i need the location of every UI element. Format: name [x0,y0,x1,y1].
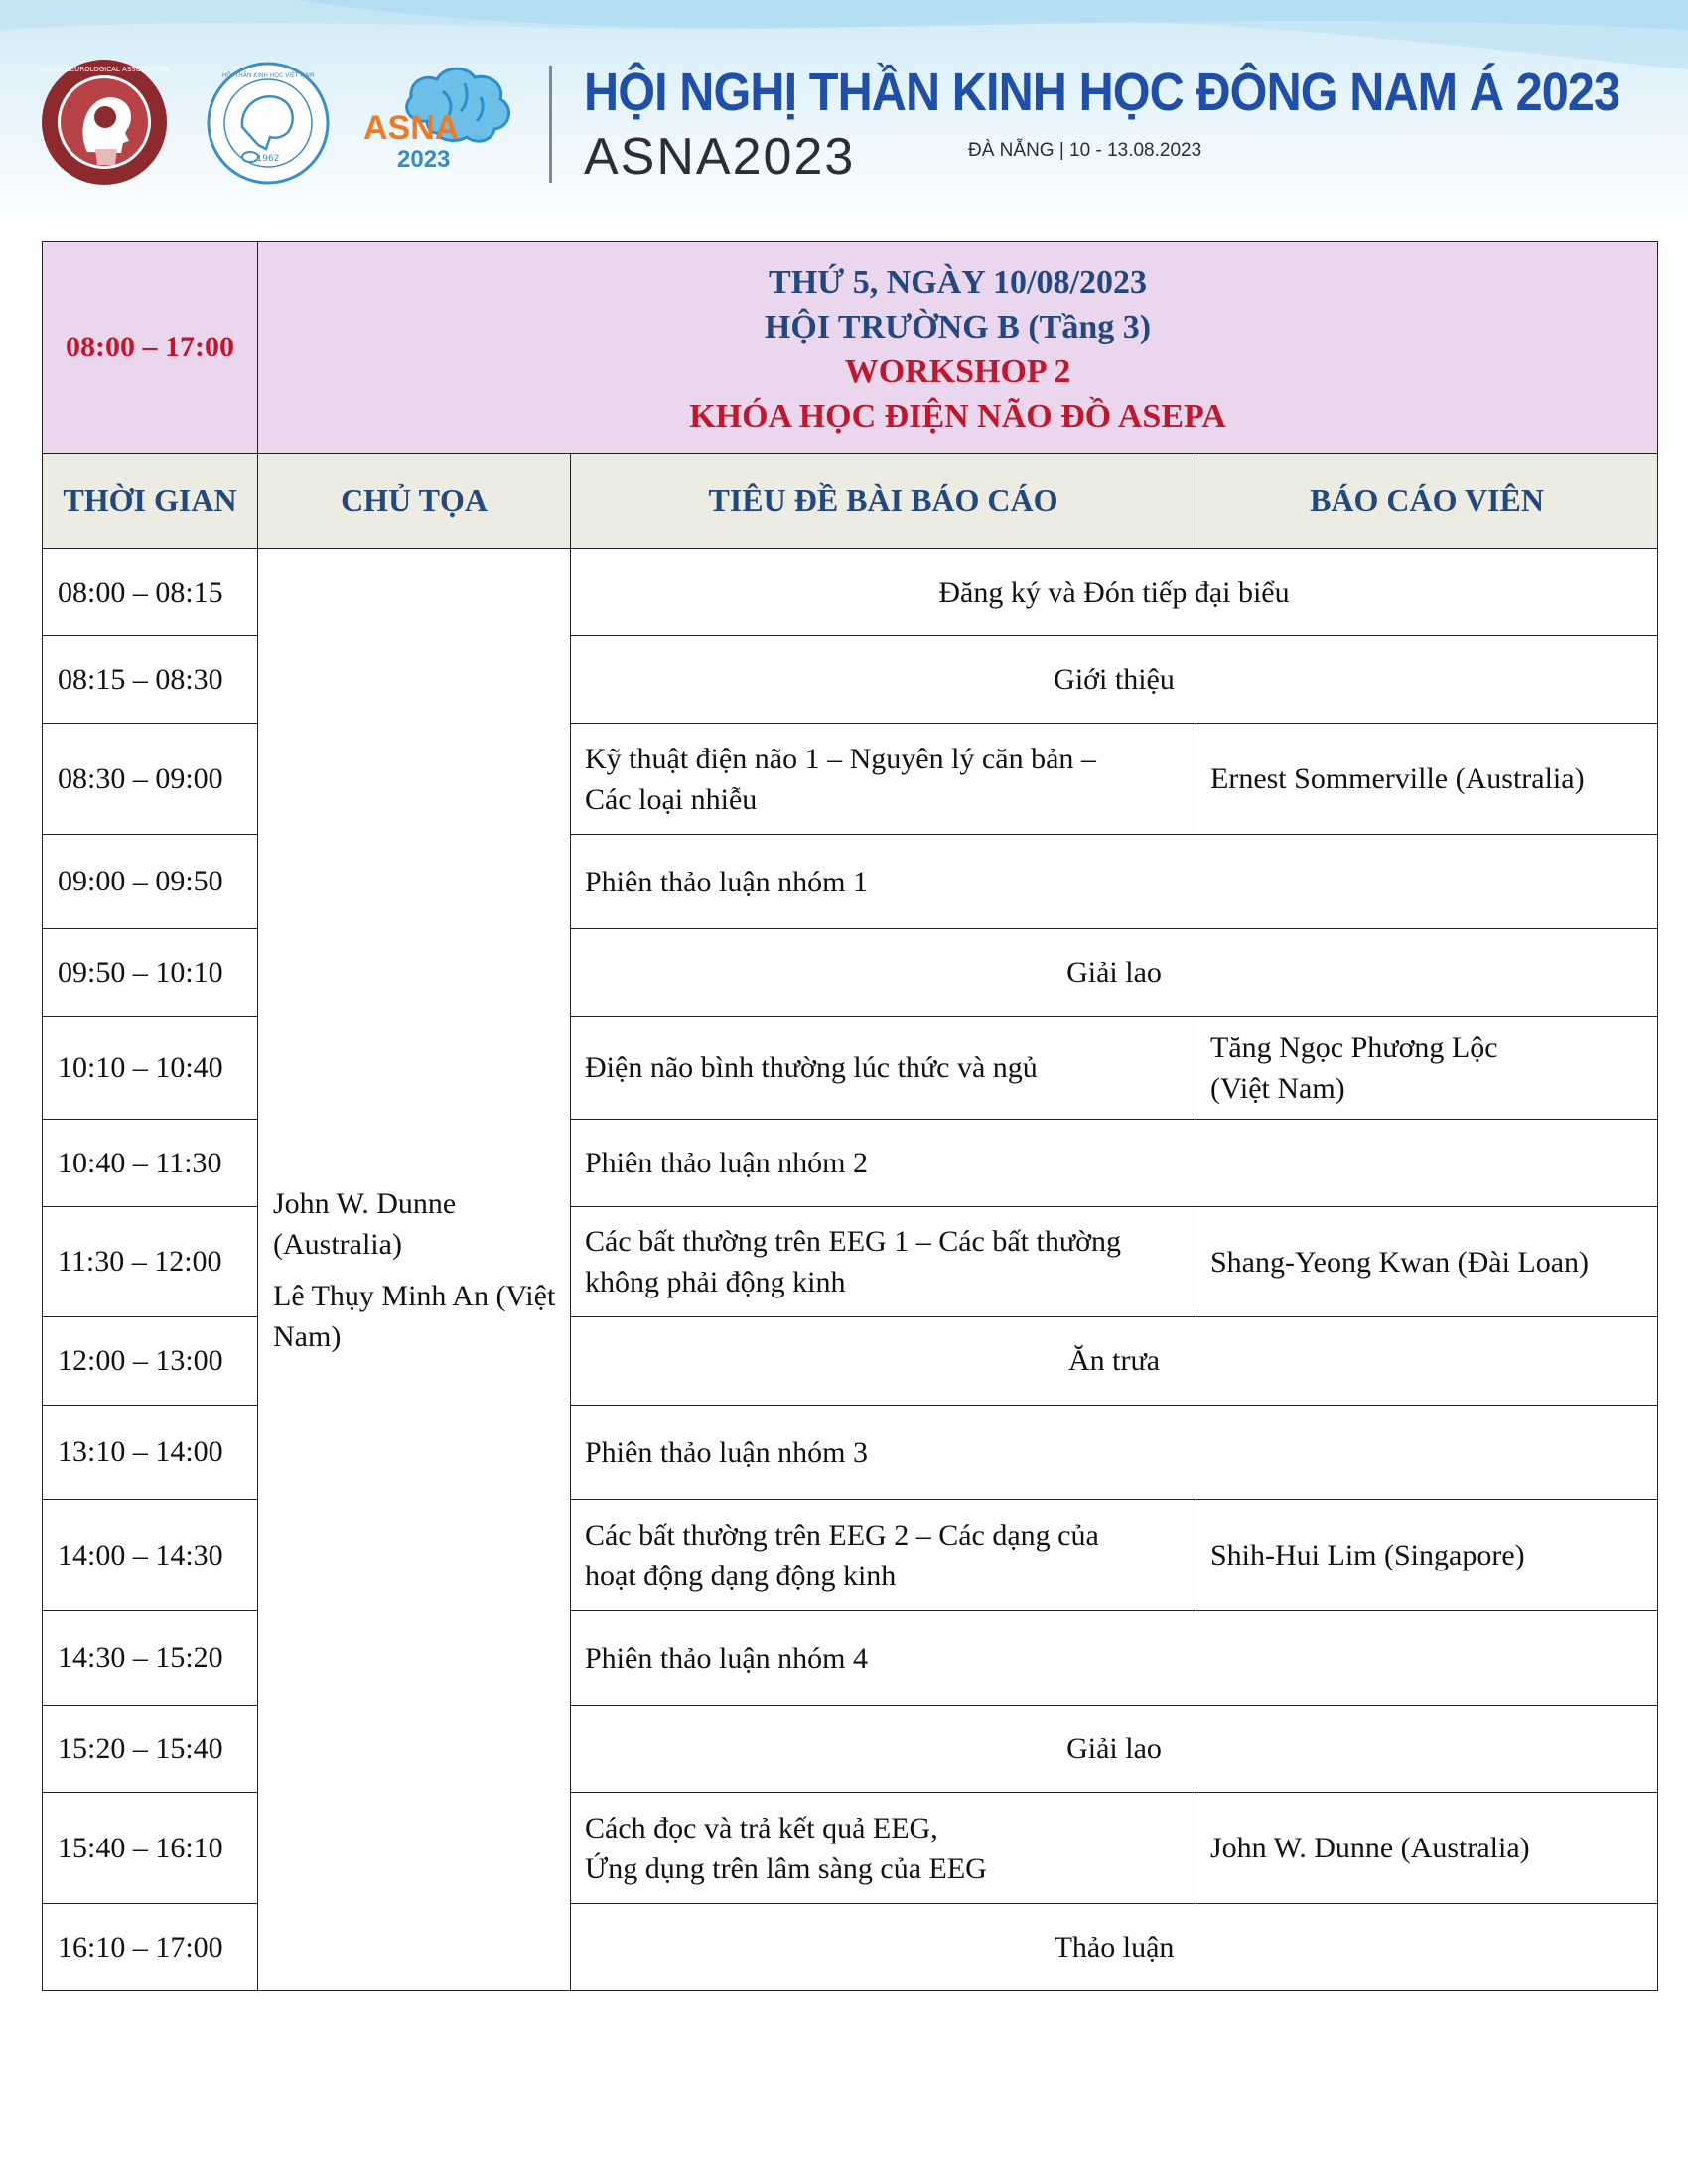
row-time: 14:30 – 15:20 [43,1611,258,1706]
table-row [43,549,1658,636]
column-header-row [43,454,1658,549]
schedule-table [42,241,1658,1991]
row-speaker: Ernest Sommerville (Australia) [1196,724,1658,835]
column-header-title: TIÊU ĐỀ BÀI BÁO CÁO [571,454,1196,549]
row-time: 16:10 – 17:00 [43,1904,258,1991]
asna-2023-logo [357,52,526,191]
row-title: Đăng ký và Đón tiếp đại biểu [571,549,1658,636]
row-title: Thảo luận [571,1904,1658,1991]
row-title-line: hoạt động dạng động kinh [585,1559,897,1592]
asna-logo-word: ASNA [363,109,460,147]
row-speaker: Shang-Yeong Kwan (Đài Loan) [1196,1207,1658,1317]
row-title-line: Cách đọc và trả kết quả EEG, [585,1811,938,1844]
asna-logo-year: 2023 [397,146,451,173]
row-title: Phiên thảo luận nhóm 4 [571,1611,1658,1706]
banner-divider [549,66,552,183]
conference-title: HỘI NGHỊ THẦN KINH HỌC ĐÔNG NAM Á 2023 [584,63,1620,122]
session-workshop: WORKSHOP 2 [844,353,1071,390]
session-time-range: 08:00 – 17:00 [43,242,258,454]
row-title [571,1500,1196,1611]
row-speaker-line: Tăng Ngọc Phương Lộc [1210,1030,1498,1064]
row-title: Giải lao [571,929,1658,1017]
row-title-line: Các bất thường trên EEG 1 – Các bất thường [585,1225,1121,1258]
row-title: Phiên thảo luận nhóm 3 [571,1406,1658,1500]
row-title: Phiên thảo luận nhóm 1 [571,835,1658,929]
session-info [258,242,1658,454]
row-title: Giới thiệu [571,636,1658,724]
row-title-line: Kỹ thuật điện não 1 – Nguyên lý căn bản – [585,742,1096,775]
row-speaker [1196,1017,1658,1120]
row-title-line: Ứng dụng trên lâm sàng của EEG [585,1851,987,1885]
row-title-line: Các bất thường trên EEG 2 – Các dạng của [585,1518,1099,1552]
column-header-speaker: BÁO CÁO VIÊN [1196,454,1658,549]
session-chairs [258,549,571,1991]
row-time: 12:00 – 13:00 [43,1317,258,1406]
row-time: 14:00 – 14:30 [43,1500,258,1611]
row-time: 15:40 – 16:10 [43,1793,258,1904]
row-time: 10:10 – 10:40 [43,1017,258,1120]
row-speaker-line: (Việt Nam) [1210,1071,1345,1105]
session-header-row [43,242,1658,454]
asean-neurological-association-logo [40,58,169,187]
row-time: 10:40 – 11:30 [43,1120,258,1207]
row-title [571,1207,1196,1317]
conference-subtitle: ASNA2023 [584,128,856,186]
row-title: Điện não bình thường lúc thức và ngủ [571,1017,1196,1120]
row-speaker: John W. Dunne (Australia) [1196,1793,1658,1904]
row-time: 09:00 – 09:50 [43,835,258,929]
header-banner [0,0,1688,238]
row-time: 13:10 – 14:00 [43,1406,258,1500]
row-time: 15:20 – 15:40 [43,1706,258,1793]
vn-logo-year: 1962 [256,154,280,164]
row-title: Phiên thảo luận nhóm 2 [571,1120,1658,1207]
session-date: THỨ 5, NGÀY 10/08/2023 [769,264,1147,301]
row-title [571,724,1196,835]
chair-person: John W. Dunne (Australia) [273,1186,457,1261]
chair-person: Lê Thụy Minh An (Việt Nam) [273,1279,556,1353]
column-header-time: THỜI GIAN [43,454,258,549]
row-title-line: không phải động kinh [585,1266,846,1298]
row-title: Ăn trưa [571,1317,1658,1406]
conference-location-date: ĐÀ NẴNG | 10 - 13.08.2023 [968,140,1202,161]
row-time: 08:15 – 08:30 [43,636,258,724]
row-title-line: Các loại nhiễu [585,782,758,816]
vietnam-neurology-association-logo [207,62,330,185]
row-time: 09:50 – 10:10 [43,929,258,1017]
row-title [571,1793,1196,1904]
session-hall: HỘI TRƯỜNG B (Tầng 3) [764,309,1152,345]
row-speaker: Shih-Hui Lim (Singapore) [1196,1500,1658,1611]
asean-logo-text: ASEAN NEUROLOGICAL ASSOCIATION [40,66,169,73]
row-time: 11:30 – 12:00 [43,1207,258,1317]
column-header-chair: CHỦ TỌA [258,454,571,549]
vn-logo-text: HỘI THẦN KINH HỌC VIỆT NAM [221,72,315,79]
row-time: 08:30 – 09:00 [43,724,258,835]
session-course: KHÓA HỌC ĐIỆN NÃO ĐỒ ASEPA [689,398,1226,435]
row-time: 08:00 – 08:15 [43,549,258,636]
row-title: Giải lao [571,1706,1658,1793]
